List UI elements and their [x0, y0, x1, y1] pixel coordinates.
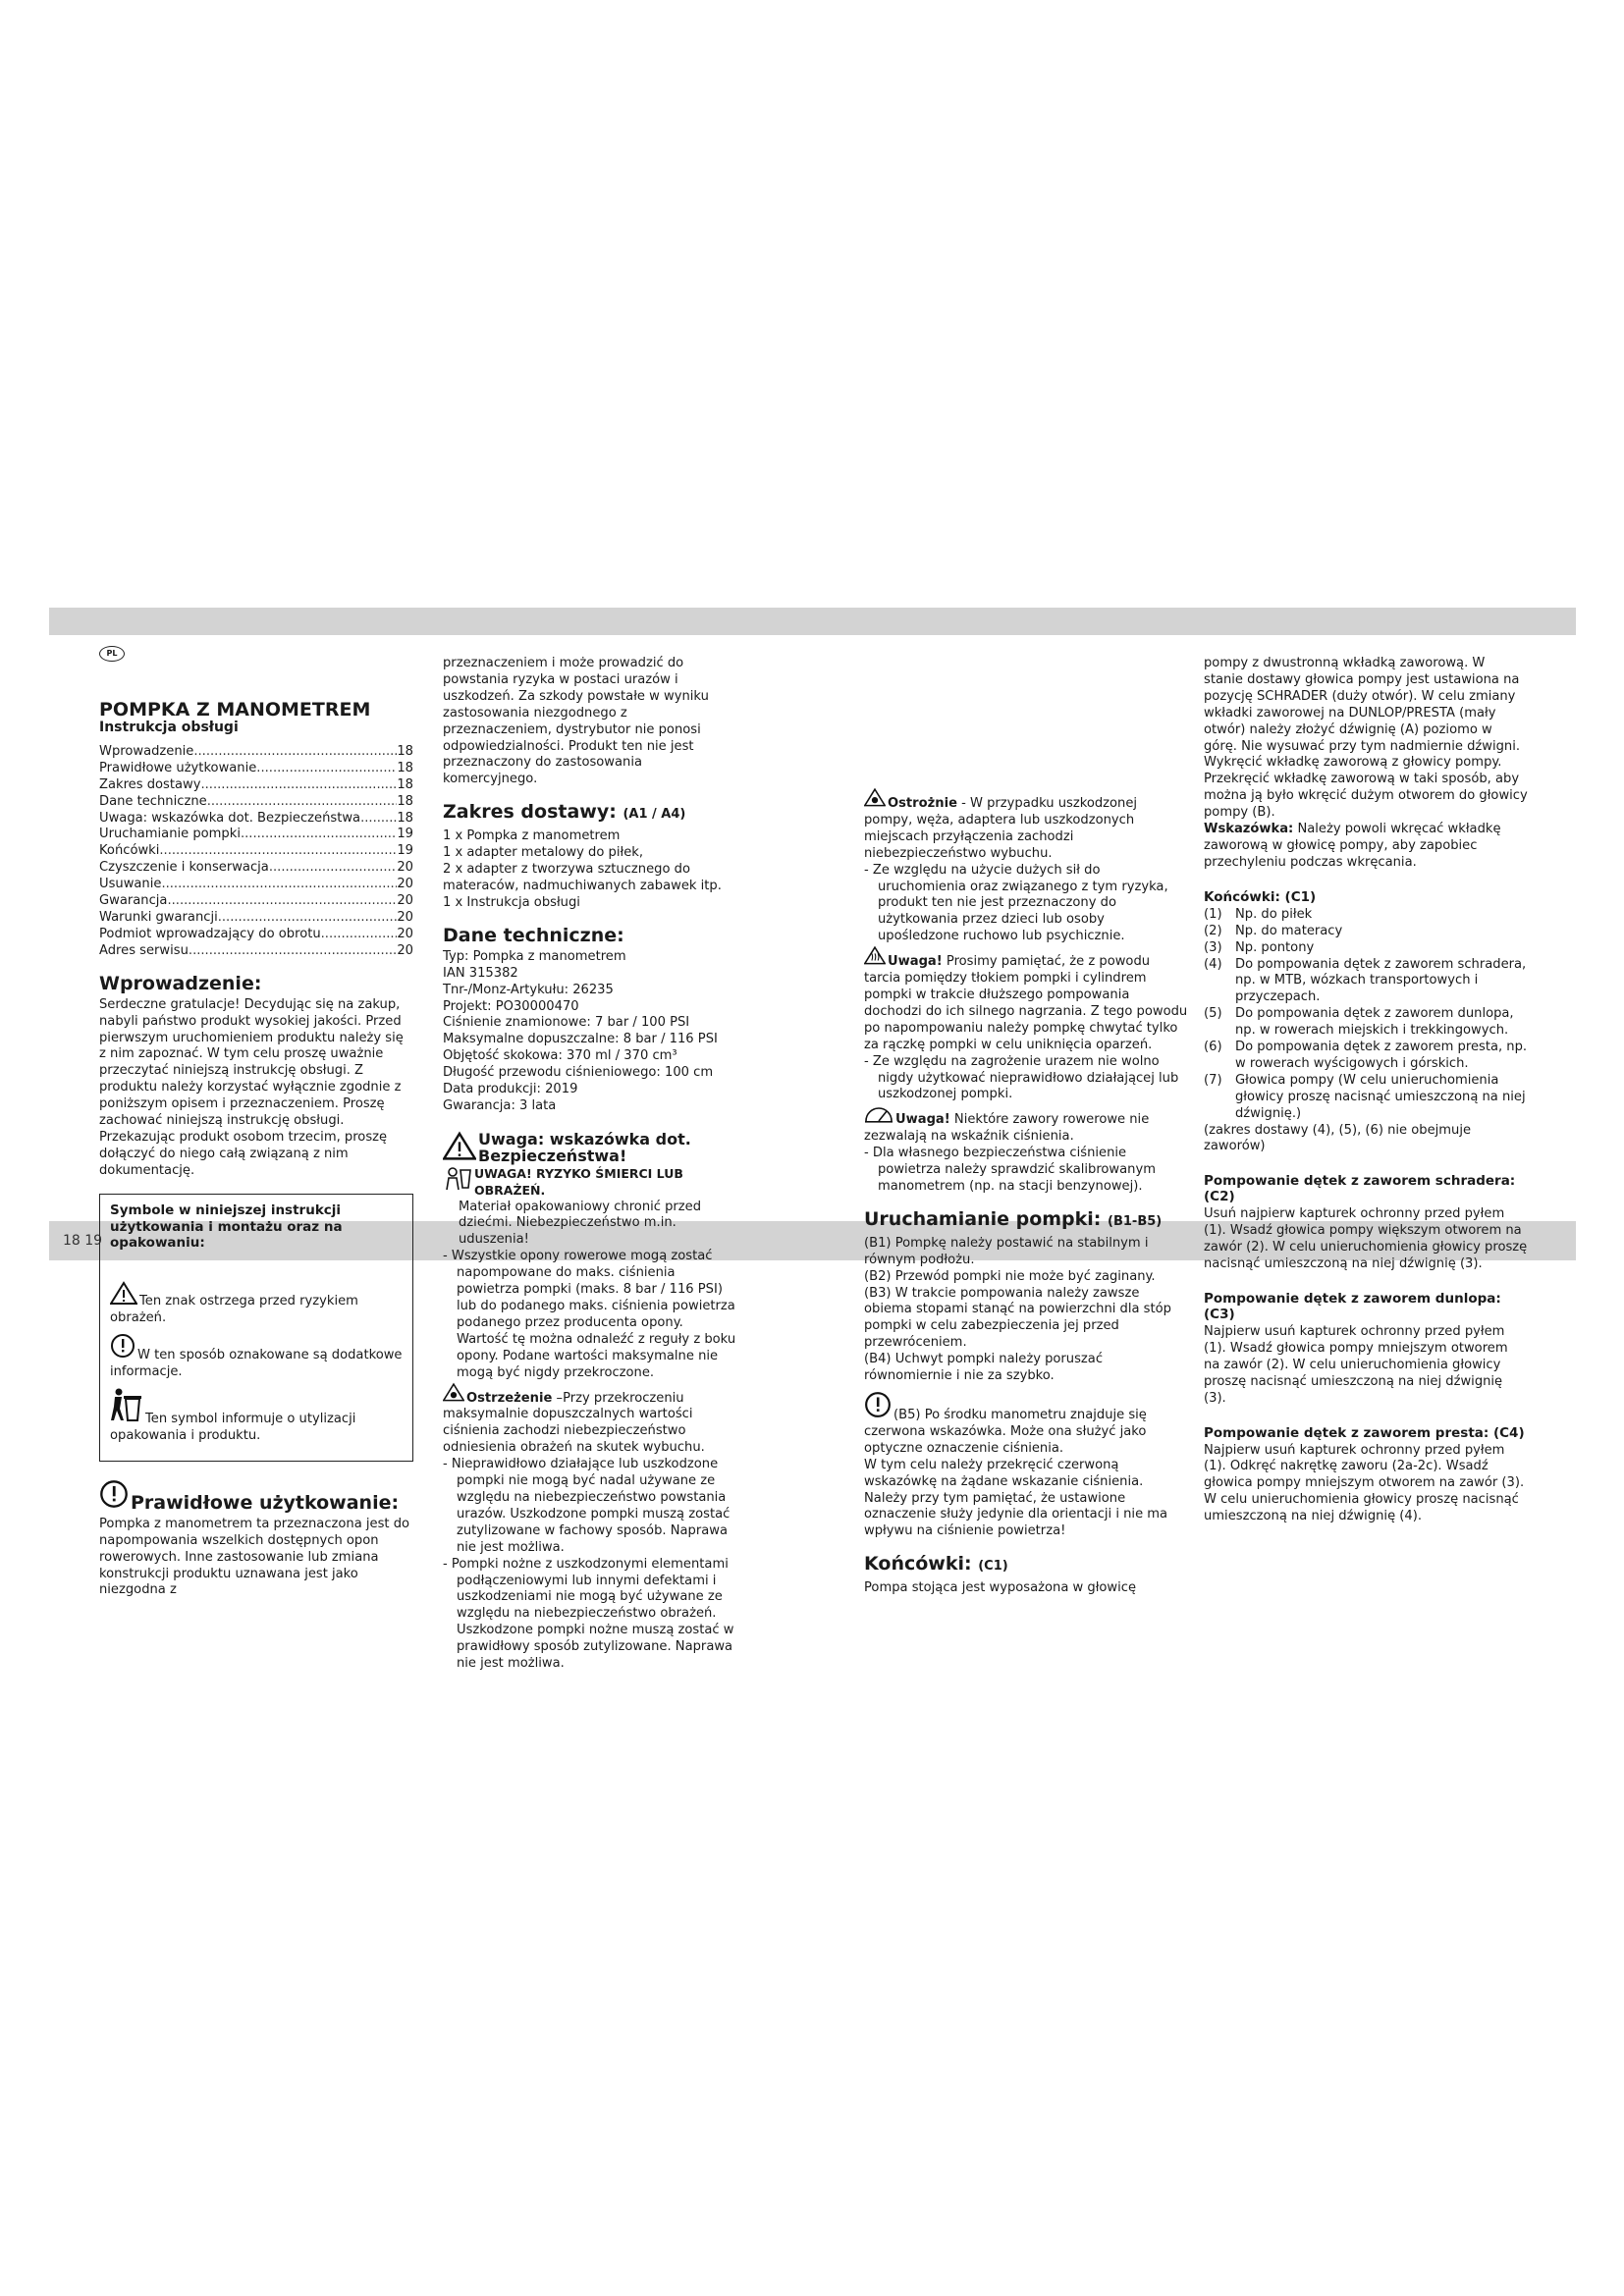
info-circle-icon — [864, 1391, 892, 1424]
risk-row — [443, 1166, 737, 1200]
tip-item: (4) Do pompowania dętek z zaworem schradera, np. w MTB, wózkach transportowych i przyczepach. — [1204, 956, 1527, 1005]
delivery-item: 2 x adapter z tworzywa sztucznego do materaców, nadmuchiwanych zabawek itp. — [443, 862, 722, 893]
proper-use-heading: Prawidłowe użytkowanie: — [99, 1479, 413, 1513]
header-band — [49, 608, 1576, 635]
risk-warning: UWAGA! RYZYKO ŚMIERCI LUB OBRAŻEŃ. — [474, 1165, 683, 1198]
tip-item: (6) Do pompowania dętek z zaworem presta, np. w rowerach wyścigowych i górskich. — [1204, 1040, 1528, 1071]
delivery-item: 1 x Pompka z manometrem — [443, 828, 621, 844]
toc-row[interactable]: Prawidłowe użytkowanie ..... 18 — [99, 761, 413, 777]
startup-step: (B1) Pompkę należy postawić na stabilnym i równym podłożu. — [864, 1235, 1149, 1267]
gauge-icon — [864, 1103, 893, 1129]
toc-row[interactable]: Końcówki ..... 19 — [99, 843, 413, 860]
column-4 — [1204, 656, 1528, 1525]
tips1-hint: Wskazówka: Należy powoli wkręcać wkładkę zaworową w głowicę pompy, aby zapobiec przechyleniu podczas wkręcania. — [1204, 822, 1501, 870]
tips1-body-start: Pompa stojąca jest wyposażona w głowicę — [864, 1580, 1137, 1596]
tech-line: Objętość skokowa: 370 ml / 370 cm³ — [443, 1048, 677, 1064]
tip-item: (1) Np. do piłek — [1204, 906, 1313, 922]
tech-line: Tnr-/Monz-Artykułu: 26235 — [443, 982, 614, 997]
language-badge: PL — [99, 646, 125, 662]
tech-line: Maksymalne dopuszczalne: 8 bar / 116 PSI — [443, 1032, 718, 1047]
tip-item: (7) Głowica pompy (W celu unieruchomienia głowicy proszę nacisnąć umieszczoną na niej dźwignię.) — [1204, 1072, 1526, 1121]
startup-step: (B4) Uchwyt pompki należy poruszać równomiernie i nie za szybko. — [864, 1352, 1104, 1384]
symbol-warning: Ten znak ostrzega przed ryzykiem obrażeń. — [110, 1281, 403, 1327]
dunlop-body: Najpierw usuń kapturek ochronny przed pyłem (1). Wsadź głowica pompy mniejszym otworem na zawór (2). W celu unieruchomienia głowicy proszę nacisnąć umieszczoną na niej dźwignię (3). — [1204, 1324, 1508, 1406]
column-2 — [443, 656, 737, 1673]
tip-item: (2) Np. do materacy — [1204, 923, 1343, 938]
safety-bullet: - Pompki nożne z uszkodzonymi elementami podłączeniowymi lub innymi defektami i uszkodzeniami nie mogą być używane ze względu na niebezpieczeństwo obrażeń. Uszkodzone pompki nożne muszą zostać w prawidłowy sposób zutylizowane. Naprawa nie jest możliwa. — [443, 1556, 734, 1672]
safety-bullet: - Dla własnego bezpieczeństwa ciśnienie powietrza należy sprawdzić skalibrowanym manometrem (np. na stacji benzynowej). — [864, 1146, 1156, 1194]
toc-row[interactable]: Czyszczenie i konserwacja ..... 20 — [99, 860, 413, 877]
dunlop-heading: Pompowanie dętek z zaworem dunlopa: (C3) — [1204, 1291, 1501, 1322]
tech-line: IAN 315382 — [443, 965, 518, 981]
column-1 — [99, 651, 413, 1599]
page-title: POMPKA Z MANOMETREM — [99, 699, 371, 721]
tips2-heading: Końcówki: (C1) — [1204, 888, 1317, 905]
symbols-box — [99, 1194, 413, 1462]
safety-bullet: - Wszystkie opony rowerowe mogą zostać napompowane do maks. ciśnienia powietrza pompki (maks. 8 bar / 116 PSI) lub do podanego maks. ciśnienia powietrza podanego przez producenta opony. Wartość tę można odnaleźć z reguły z boku opony. Podane wartości maksymalne nie mogą być nigdy przekroczone. — [443, 1249, 736, 1380]
toc-row[interactable]: Uwaga: wskazówka dot. Bezpieczeństwa ..... 18 — [99, 811, 413, 828]
delivery-item: 1 x Instrukcja obsługi — [443, 894, 580, 910]
toc-row[interactable]: Usuwanie ..... 20 — [99, 877, 413, 893]
safety-heading: Uwaga: wskazówka dot. Bezpieczeństwa! — [478, 1129, 691, 1165]
heat-warning: Uwaga! Prosimy pamiętać, że z powodu tarcia pomiędzy tłokiem pompki i cylindrem pompki w trakcie dłuższego pompowania dochodzi do ich silnego nagrzania. Z tego powodu po napompowaniu należy pompkę chwytać tylko za rączkę pompki w celu uniknięcia oparzeń. — [864, 945, 1188, 1053]
tips1-heading: Końcówki: (C1) — [864, 1553, 1008, 1575]
symbol-info: W ten sposób oznakowane są dodatkowe informacje. — [110, 1333, 403, 1381]
presta-body: Najpierw usuń kapturek ochronny przed pyłem (1). Odkręć nakrętkę zaworu (2a-2c). Wsadź głowica pompy mniejszym otworem na zawór (3). W celu unieruchomienia głowicy proszę nacisnąć umieszczoną na niej dźwignię (4). — [1204, 1442, 1525, 1524]
tech-line: Gwarancja: 3 lata — [443, 1097, 557, 1113]
tip-item: (3) Np. pontony — [1204, 939, 1315, 955]
tech-line: Typ: Pompka z manometrem — [443, 948, 626, 964]
tech-line: Data produkcji: 2019 — [443, 1082, 578, 1097]
symbols-box-title: Symbole w niniejszej instrukcji użytkowania i montażu oraz na opakowaniu: — [110, 1201, 343, 1252]
hot-surface-icon — [864, 945, 886, 971]
tips1-body: pompy z dwustronną wkładką zaworową. W stanie dostawy głowica pompy jest ustawiona na pozycję SCHRADER (duży otwór). W celu zmiany wkładki zaworowej na DUNLOP/PRESTA (mały otwór) należy złożyć dźwignię (A) poziomo w górę. Nie wysuwać przy tym nadmiernie dźwigni. Wykręcić wkładkę zaworową z głowicy pompy. Przekręcić wkładkę zaworową w taki sposób, aby można ją było wkręcić dużym otworem do głowicy pompy (B). — [1204, 656, 1528, 821]
startup-heading: Uruchamianie pompki: (B1-B5) — [864, 1207, 1163, 1230]
explosion-warning-icon — [864, 787, 886, 813]
toc-row[interactable]: Zakres dostawy ..... 18 — [99, 777, 413, 794]
table-of-contents — [99, 744, 413, 960]
toc-row[interactable]: Uruchamianie pompki ..... 19 — [99, 827, 413, 843]
warning-triangle-icon — [443, 1131, 476, 1166]
startup-step: (B2) Przewód pompki nie może być zaginany. — [864, 1268, 1156, 1284]
toc-row[interactable]: Adres serwisu ..... 20 — [99, 943, 413, 960]
safety-heading-row — [443, 1131, 737, 1166]
schrader-heading: Pompowanie dętek z zaworem schradera: (C2) — [1204, 1173, 1516, 1205]
gauge-note: Uwaga! Niektóre zawory rowerowe nie zezwalają na wskaźnik ciśnienia. — [864, 1103, 1188, 1146]
toc-row[interactable]: Podmiot wprowadzający do obrotu ..... 20 — [99, 927, 413, 943]
info-circle-icon — [99, 1479, 129, 1513]
proper-use-body-continued: przeznaczeniem i może prowadzić do powstania ryzyka w postaci urazów i uszkodzeń. Za szkody powstałe w wyniku zastosowania niezgodnego z przeznaczeniem, dystrybutor nie ponosi odpowiedzialności. Produkt ten nie jest przeznaczony do zastosowania komercyjnego. — [443, 656, 709, 787]
warning-triangle-icon — [110, 1281, 137, 1310]
safety-bullet: - Ze względu na zagrożenie urazem nie wolno nigdy użytkować nieprawidłowo działającej lub uszkodzonej pompki. — [864, 1053, 1179, 1102]
page-numbers: 18 19 — [63, 1233, 103, 1249]
presta-heading: Pompowanie dętek z zaworem presta: (C4) — [1204, 1424, 1525, 1441]
safety-bullet: - Ze względu na użycie dużych sił do uruchomienia oraz związanego z tym ryzyka, produkt ten nie jest przeznaczony do użytkowania przez dzieci lub osoby upośledzone ruchowo lub psychicznie. — [864, 862, 1168, 944]
schrader-body: Usuń najpierw kapturek ochronny przed pyłem (1). Wsadź głowica pompy większym otworem na zawór (2). W celu unieruchomienia głowicy proszę nacisnąć umieszczoną na niej dźwignię (3). — [1204, 1206, 1528, 1272]
tech-line: Ciśnienie znamionowe: 7 bar / 100 PSI — [443, 1015, 690, 1031]
explosion-warning-icon — [443, 1382, 464, 1408]
delivery-item: 1 x adapter metalowy do piłek, — [443, 845, 644, 861]
symbol-recycle: Ten symbol informuje o utylizacji opakowania i produktu. — [110, 1387, 403, 1445]
child-warning: Materiał opakowaniowy chronić przed dziećmi. Niebezpieczeństwo m.in. uduszenia! — [459, 1199, 702, 1248]
tech-line: Długość przewodu ciśnieniowego: 100 cm — [443, 1065, 714, 1081]
toc-row[interactable]: Wprowadzenie ..... 18 — [99, 744, 413, 761]
intro-heading: Wprowadzenie: — [99, 972, 262, 994]
safety-bullet: - Nieprawidłowo działające lub uszkodzone pompki nie mogą być nadal używane ze względu na niebezpieczeństwo powstania urazów. Uszkodzone pompki muszą zostać zutylizowane w fachowy sposób. Naprawa nie jest możliwa. — [443, 1457, 731, 1555]
caution-note: Ostrożnie - W przypadku uszkodzonej pompy, węża, adaptera lub uszkodzonych miejscach przyłączenia zachodzi niebezpieczeństwo wybuchu. — [864, 787, 1188, 863]
child-hazard-icon — [443, 1166, 472, 1200]
column-3 — [864, 656, 1188, 1597]
info-circle-icon — [110, 1333, 135, 1364]
explosion-warning: Ostrzeżenie –Przy przekroczeniu maksymalnie dopuszczalnych wartości ciśnienia zachodzi niebezpieczeństwo odniesienia obrażeń na skutek wybuchu. — [443, 1382, 737, 1458]
tips2-note: (zakres dostawy (4), (5), (6) nie obejmuje zaworów) — [1204, 1122, 1472, 1154]
startup-step: (B3) W trakcie pompowania należy zawsze obiema stopami stanąć na powierzchni dla stóp pompki w celu zabezpieczenia jej przed przewróceniem. — [864, 1285, 1171, 1351]
page-subtitle: Instrukcja obsługi — [99, 720, 239, 735]
startup-step: Należy przy tym pamiętać, że ustawione oznaczenie służy jedynie dla orientacji i nie ma wpływu na ciśnienie powietrza! — [864, 1490, 1168, 1539]
toc-row[interactable]: Warunki gwarancji ..... 20 — [99, 910, 413, 927]
toc-row[interactable]: Gwarancja ..... 20 — [99, 893, 413, 910]
tech-line: Projekt: PO30000470 — [443, 998, 579, 1014]
startup-step: W tym celu należy przekręcić czerwoną wskazówkę na żądane wskazanie ciśnienia. — [864, 1457, 1144, 1489]
startup-step-b5: (B5) Po środku manometru znajduje się czerwona wskazówka. Może ona służyć jako optyczne oznaczenie ciśnienia. — [864, 1391, 1188, 1458]
tech-heading: Dane techniczne: — [443, 924, 624, 946]
toc-row[interactable]: Dane techniczne ..... 18 — [99, 794, 413, 811]
tip-item: (5) Do pompowania dętek z zaworem dunlopa, np. w rowerach miejskich i trekkingowych. — [1204, 1006, 1514, 1039]
intro-body: Serdeczne gratulacje! Decydując się na zakup, nabyli państwo produkt wysokiej jakości. Przed pierwszym uruchomieniem produktu należy się z nim zapoznać. W tym celu proszę uważnie przeczytać niniejszą instrukcję obsługi. Z produktu należy korzystać wyłącznie zgodnie z poniższym opisem i przeznaczeniem. Proszę zachować niniejszą instrukcję obsługi. Przekazując produkt osobom trzecim, proszę dołączyć do niego całą związaną z nim dokumentację. — [99, 996, 404, 1178]
proper-use-body: Pompka z manometrem ta przeznaczona jest do napompowania wszelkich dostępnych opon rowerowych. Inne zastosowanie lub zmiana konstrukcji produktu uznawana jest jako niezgodna z — [99, 1516, 410, 1598]
delivery-heading: Zakres dostawy: (A1 / A4) — [443, 801, 686, 824]
recycle-disposal-icon — [110, 1387, 143, 1428]
